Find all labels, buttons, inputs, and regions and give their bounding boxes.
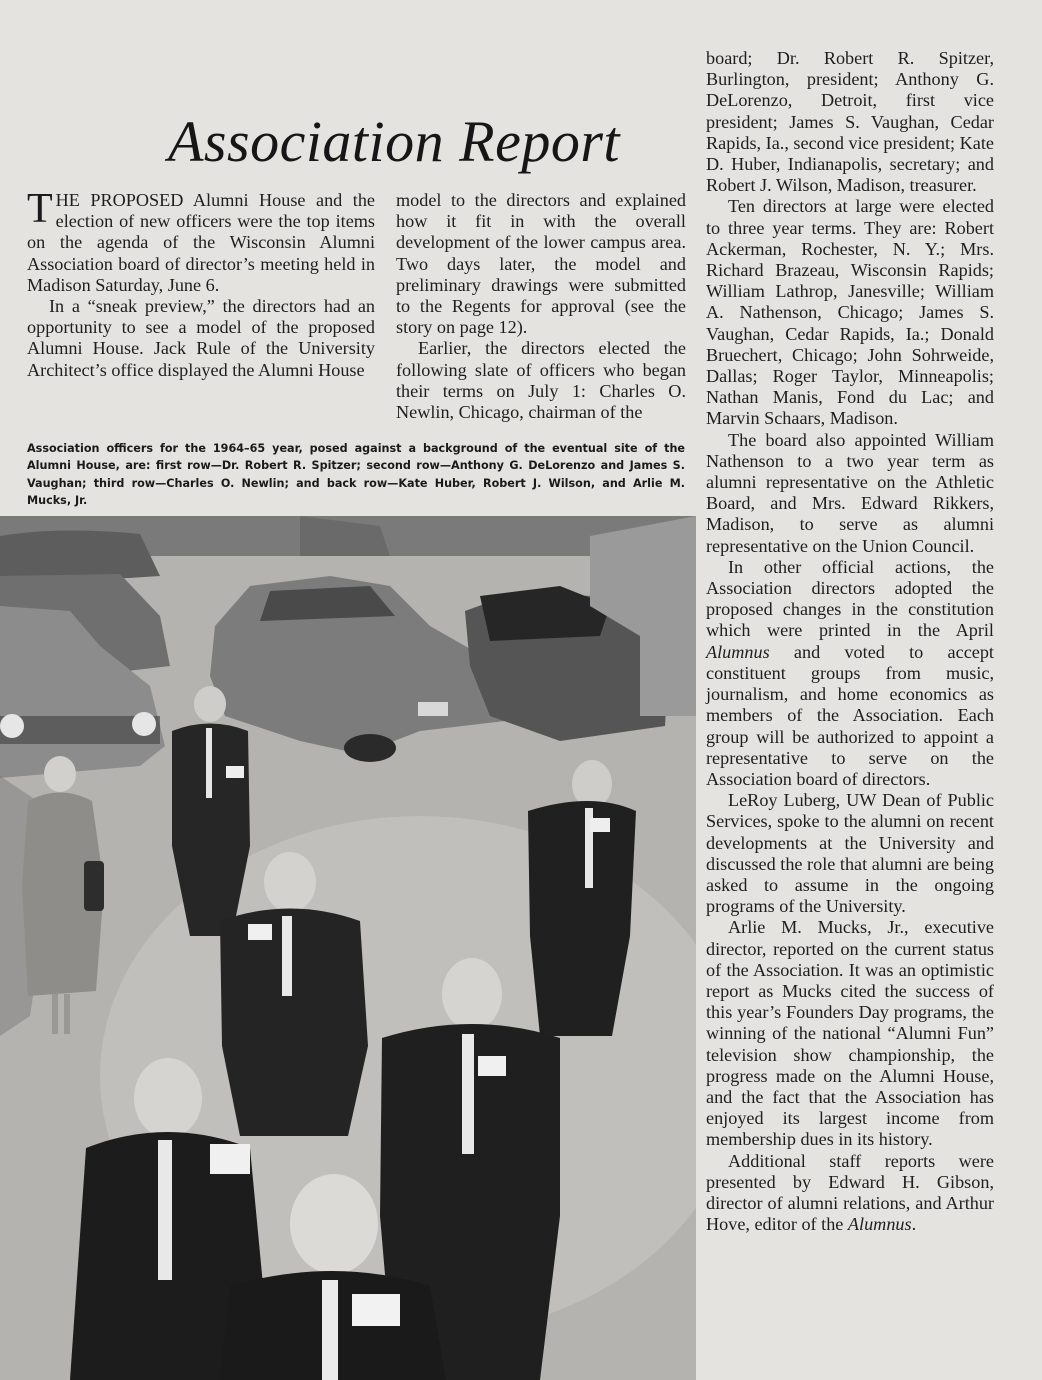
paragraph: model to the directors and explained how it fit in with the overall development of the lower campus area. Two days later, the model and preliminary drawings were submitted to the Regents for approval (see the story on page 12). <box>396 190 686 338</box>
article-column-3 <box>706 48 994 1235</box>
paragraph: Arlie M. Mucks, Jr., executive director, reported on the current status of the Association. It was an optimistic report as Mucks cited the success of this year’s Founders Day programs, the winning of the national “Alumni Fun” television show championship, the progress made on the Alumni House, and the fact that the Association has enjoyed its largest income from membership dues in its history. <box>706 917 994 1150</box>
page-title: Association Report <box>168 109 621 174</box>
photo-caption: Association officers for the 1964–65 year, posed against a background of the eventual site of the Alumni House, are: first row—Dr. Robert R. Spitzer; second row—Anthony G. DeLorenzo and James S. Vaughan; third row—Charles O. Newlin; and back row—Kate Huber, Robert J. Wilson, and Arlie M. Mucks, Jr. <box>27 442 685 508</box>
paragraph: The board also appointed William Nathenson to a two year term as alumni representative on the Athletic Board, and Mrs. Edward Rikkers, Madison, to serve as alumni representative on the Union Council. <box>706 429 994 556</box>
article-column-1 <box>27 186 375 381</box>
paragraph: board; Dr. Robert R. Spitzer, Burlington, president; Anthony G. DeLorenzo, Detroit, first vice president; James S. Vaughan, Cedar Rapids, Ia., second vice president; Kate D. Huber, Indianapolis, secretary; and Robert J. Wilson, Madison, treasurer. <box>706 48 994 196</box>
drop-cap: T <box>27 186 53 232</box>
group-photo <box>0 516 696 1380</box>
photo-illustration <box>0 516 696 1380</box>
paragraph <box>706 1151 994 1236</box>
paragraph-text: Additional staff reports were presented by Edward H. Gibson, director of alumni relations, and Arthur Hove, editor of the <box>706 1150 994 1235</box>
paragraph: Earlier, the directors elected the following slate of officers who began their terms on July 1: Charles O. Newlin, Chicago, chairman of the <box>396 338 686 423</box>
lead-paragraph <box>27 186 375 296</box>
lead-paragraph-text: HE PROPOSED Alumni House and the election of new officers were the top items on the agenda of the Wisconsin Alumni Association board of director’s meeting held in Madison Saturday, June 6. <box>27 190 375 295</box>
paragraph-text: . <box>911 1214 917 1235</box>
paragraph <box>706 557 994 790</box>
publication-name: Alumnus <box>847 1214 912 1235</box>
paragraph-text: and voted to accept constituent groups from music, journalism, and home economics as members of the Association. Each group will be authorized to appoint a representative to serve on the Association board of directors. <box>706 641 994 789</box>
paragraph: In a “sneak preview,” the directors had an opportunity to see a model of the proposed Alumni House. Jack Rule of the University Architect’s office displayed the Alumni House <box>27 296 375 380</box>
paragraph: LeRoy Luberg, UW Dean of Public Services, spoke to the alumni on recent developments at the University and discussed the role that alumni are being asked to assume in the ongoing programs of the University. <box>706 790 994 917</box>
paragraph-text: In other official actions, the Association directors adopted the proposed changes in the constitution which were printed in the April <box>706 556 994 641</box>
publication-name: Alumnus <box>706 641 770 662</box>
article-column-2 <box>396 190 686 423</box>
paragraph: Ten directors at large were elected to three year terms. They are: Robert Ackerman, Rochester, N. Y.; Mrs. Richard Brazeau, Wisconsin Rapids; William Lathrop, Janesville; William A. Nathenson, Chicago; James S. Vaughan, Cedar Rapids, Ia.; Donald Bruechert, Chicago; John Sohrweide, Dallas; Roger Taylor, Minneapolis; Nathan Manis, Fond du Lac; and Marvin Schaars, Madison. <box>706 196 994 429</box>
